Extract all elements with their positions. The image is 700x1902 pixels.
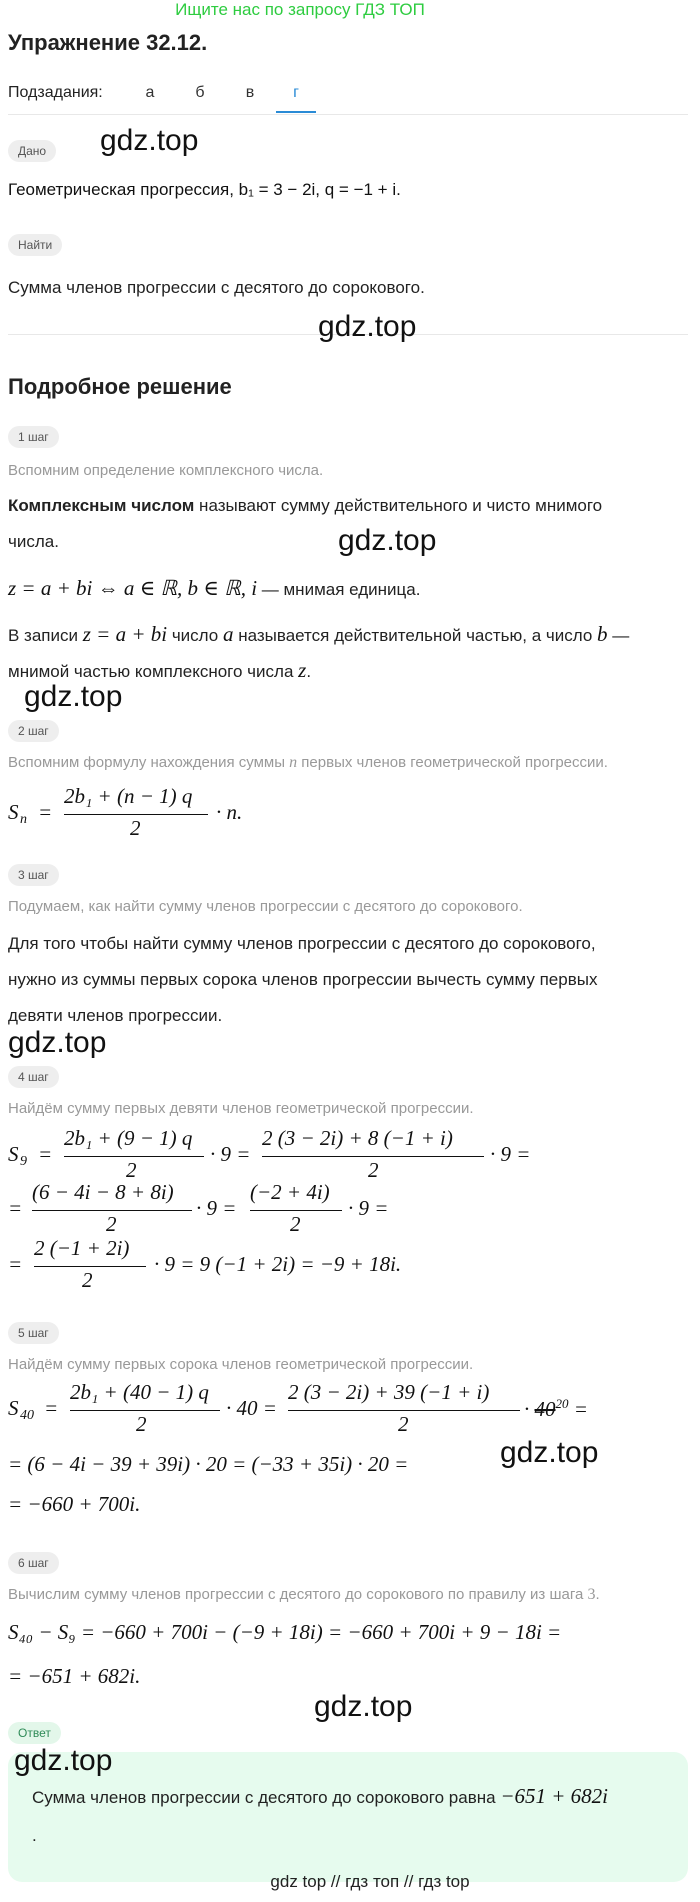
step-1-pill: 1 шаг xyxy=(8,426,59,448)
given-text: Геометрическая прогрессия, b₁ = 3 − 2i, q = −1 + i. xyxy=(8,180,401,199)
step-3-line-2: нужно из суммы первых сорока членов прогрессии вычесть сумму первых xyxy=(8,970,598,989)
answer-text: Сумма членов прогрессии с десятого до сорокового равна −651 + 682i xyxy=(32,1784,608,1808)
step-5-formula: S 40 = 2b₁ + (40 − 1) q 2 · 40 = 2 (3 − 2i) + 39 (−1 + i) 2 · $40^{20}$ = = (6 − 4i − 39 + 39i) · 20 = (−33 + 35i) · 20 = = −660 + 700i. xyxy=(8,1380,588,1516)
step-1-record-end: мнимой частью комплексного числа z. xyxy=(8,658,312,682)
find-text: Сумма членов прогрессии с десятого до сорокового. xyxy=(8,278,425,297)
find-pill: Найти xyxy=(8,234,62,256)
step-4-formula: S 9 = 2b₁ + (9 − 1) q 2 · 9 = 2 (3 − 2i) + 8 (−1 + i) 2 · 9 = = (6 − 4i − 8 + 8i) 2 · 9 = (−2 + 4i) 2 · 9 = = 2 (−1 + 2i) 2 · 9 = 9 (−1 + 2i) = −9 + 18i. xyxy=(8,1126,531,1292)
tab-g[interactable]: г xyxy=(293,84,299,101)
step-2-hint: Вспомним формулу нахождения суммы n первых членов геометрической прогрессии. xyxy=(8,754,608,771)
step-2-pill: 2 шаг xyxy=(8,720,59,742)
given-pill: Дано xyxy=(8,140,56,162)
tab-b[interactable]: б xyxy=(195,84,205,101)
watermark: gdz.top xyxy=(14,1744,113,1777)
step-3-hint: Подумаем, как найти сумму членов прогрессии с десятого до сорокового. xyxy=(8,898,523,915)
watermark: gdz.top xyxy=(338,524,437,557)
answer-pill: Ответ xyxy=(8,1722,61,1744)
step-3-pill: 3 шаг xyxy=(8,864,59,886)
divider xyxy=(8,114,688,115)
step-1-hint: Вспомним определение комплексного числа. xyxy=(8,462,324,479)
promo-banner[interactable]: Ищите нас по запросу ГДЗ ТОП xyxy=(175,0,425,19)
step-1-record: В записи z = a + bi число a называется действительной частью, а число b — xyxy=(8,622,630,646)
step-4-pill: 4 шаг xyxy=(8,1066,59,1088)
step-4-hint: Найдём сумму первых девяти членов геометрической прогрессии. xyxy=(8,1100,474,1117)
step-5-pill: 5 шаг xyxy=(8,1322,59,1344)
watermark: gdz.top xyxy=(318,310,417,343)
step-1-formula: z = a + bi ⇔ a ∈ ℝ, b ∈ ℝ, i — мнимая единица. xyxy=(8,576,421,600)
footer-links[interactable]: gdz top // гдз топ // гдз top xyxy=(270,1872,470,1891)
watermark: gdz.top xyxy=(500,1436,599,1469)
watermark: gdz.top xyxy=(8,1026,107,1059)
watermark: gdz.top xyxy=(24,680,123,713)
step-3-line-1: Для того чтобы найти сумму членов прогрессии с десятого до сорокового, xyxy=(8,934,596,953)
solution-heading: Подробное решение xyxy=(8,374,232,399)
answer-dot: . xyxy=(32,1826,37,1845)
watermark: gdz.top xyxy=(314,1690,413,1723)
step-5-hint: Найдём сумму первых сорока членов геометрической прогрессии. xyxy=(8,1356,474,1373)
tab-v[interactable]: в xyxy=(245,84,255,101)
subtasks-label: Подзадания: xyxy=(8,84,103,101)
step-6-pill: 6 шаг xyxy=(8,1552,59,1574)
step-3-line-3: девяти членов прогрессии. xyxy=(8,1006,223,1025)
step-6-hint: Вычислим сумму членов прогрессии с десятого до сорокового по правилу из шага 3. xyxy=(8,1586,600,1603)
active-tab-indicator xyxy=(276,111,316,113)
watermark: gdz.top xyxy=(100,124,199,157)
page-title: Упражнение 32.12. xyxy=(8,30,208,55)
tab-a[interactable]: а xyxy=(145,84,155,101)
step-1-definition: Комплексным числом называют сумму действительного и чисто мнимого xyxy=(8,496,603,515)
step-1-definition-end: числа. xyxy=(8,532,59,551)
